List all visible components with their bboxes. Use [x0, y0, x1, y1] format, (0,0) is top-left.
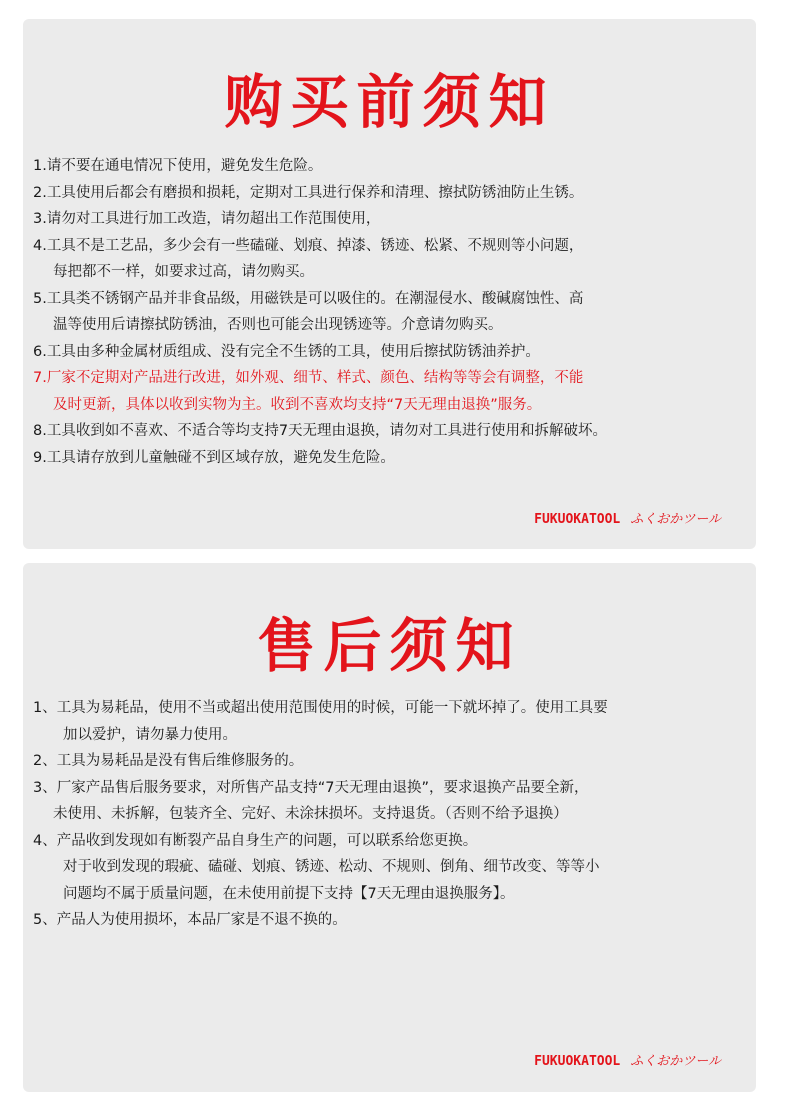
notice-line: 对于收到发现的瑕疵、磕碰、划痕、锈迹、松动、不规则、倒角、细节改变、等等小	[63, 859, 600, 875]
notice-line-highlight: 及时更新，具体以收到实物为主。收到不喜欢均支持“7天无理由退换”服务。	[53, 396, 542, 413]
notice-line-highlight: 7.厂家不定期对产品进行改进，如外观、细节、样式、颜色、结构等等会有调整，不能	[33, 370, 584, 386]
aftersale-notice-panel	[23, 563, 756, 1092]
brand-latin: FUKUOKATOOL	[534, 512, 621, 527]
notice-line: 1.请不要在通电情况下使用，避免发生危险。	[33, 158, 323, 174]
notice-line: 3、厂家产品售后服务要求，对所售产品支持“7天无理由退换”，要求退换产品要全新，	[33, 779, 589, 796]
notice-line: 5、产品人为使用损坏，本品厂家是不退不换的。	[33, 912, 347, 928]
notice-line: 温等使用后请擦拭防锈油，否则也可能会出现锈迹等。介意请勿购买。	[53, 317, 503, 333]
notice-line: 3.请勿对工具进行加工改造，请勿超出工作范围使用，	[33, 211, 381, 227]
purchase-notice-panel	[23, 19, 756, 549]
notice-line: 2、工具为易耗品是没有售后维修服务的。	[33, 753, 304, 769]
aftersale-notice-title: 售后须知	[257, 612, 522, 680]
purchase-notice-title: 购买前须知	[224, 68, 555, 136]
brand-kana: ふくおかツール	[630, 512, 721, 527]
aftersale-notice-list	[33, 695, 746, 934]
notice-line: 1、工具为易耗品，使用不当或超出使用范围使用的时候，可能一下就坏掉了。使用工具要	[33, 700, 608, 716]
notice-line: 8.工具收到如不喜欢、不适合等均支持7天无理由退换，请勿对工具进行使用和拆解破坏。	[33, 423, 608, 439]
notice-line: 加以爱护，请勿暴力使用。	[63, 726, 237, 743]
notice-line: 未使用、未拆解，包装齐全、完好、未涂抹损坏。支持退货。（否则不给予退换）	[53, 806, 568, 822]
notice-line: 4.工具不是工艺品，多少会有一些磕碰、划痕、掉漆、锈迹、松紧、不规则等小问题，	[33, 237, 584, 254]
brand-kana: ふくおかツール	[630, 1054, 721, 1069]
notice-line: 9.工具请存放到儿童触碰不到区域存放，避免发生危险。	[33, 449, 395, 466]
notice-line: 4、产品收到发现如有断裂产品自身生产的问题，可以联系给您更换。	[33, 832, 478, 849]
notice-line: 6.工具由多种金属材质组成、没有完全不生锈的工具，使用后擦拭防锈油养护。	[33, 343, 540, 360]
notice-line: 每把都不一样，如要求过高，请勿购买。	[53, 264, 314, 280]
brand-latin: FUKUOKATOOL	[534, 1054, 621, 1069]
purchase-notice-list	[33, 153, 746, 471]
notice-line: 问题均不属于质量问题，在未使用前提下支持【7天无理由退换服务】。	[63, 885, 515, 902]
brand-signature	[534, 508, 721, 527]
notice-line: 5.工具类不锈钢产品并非食品级，用磁铁是可以吸住的。在潮湿侵水、酸碱腐蚀性、高	[33, 290, 584, 307]
notice-line: 2.工具使用后都会有磨损和损耗，定期对工具进行保养和清理、擦拭防锈油防止生锈。	[33, 184, 584, 201]
brand-signature	[534, 1050, 721, 1069]
